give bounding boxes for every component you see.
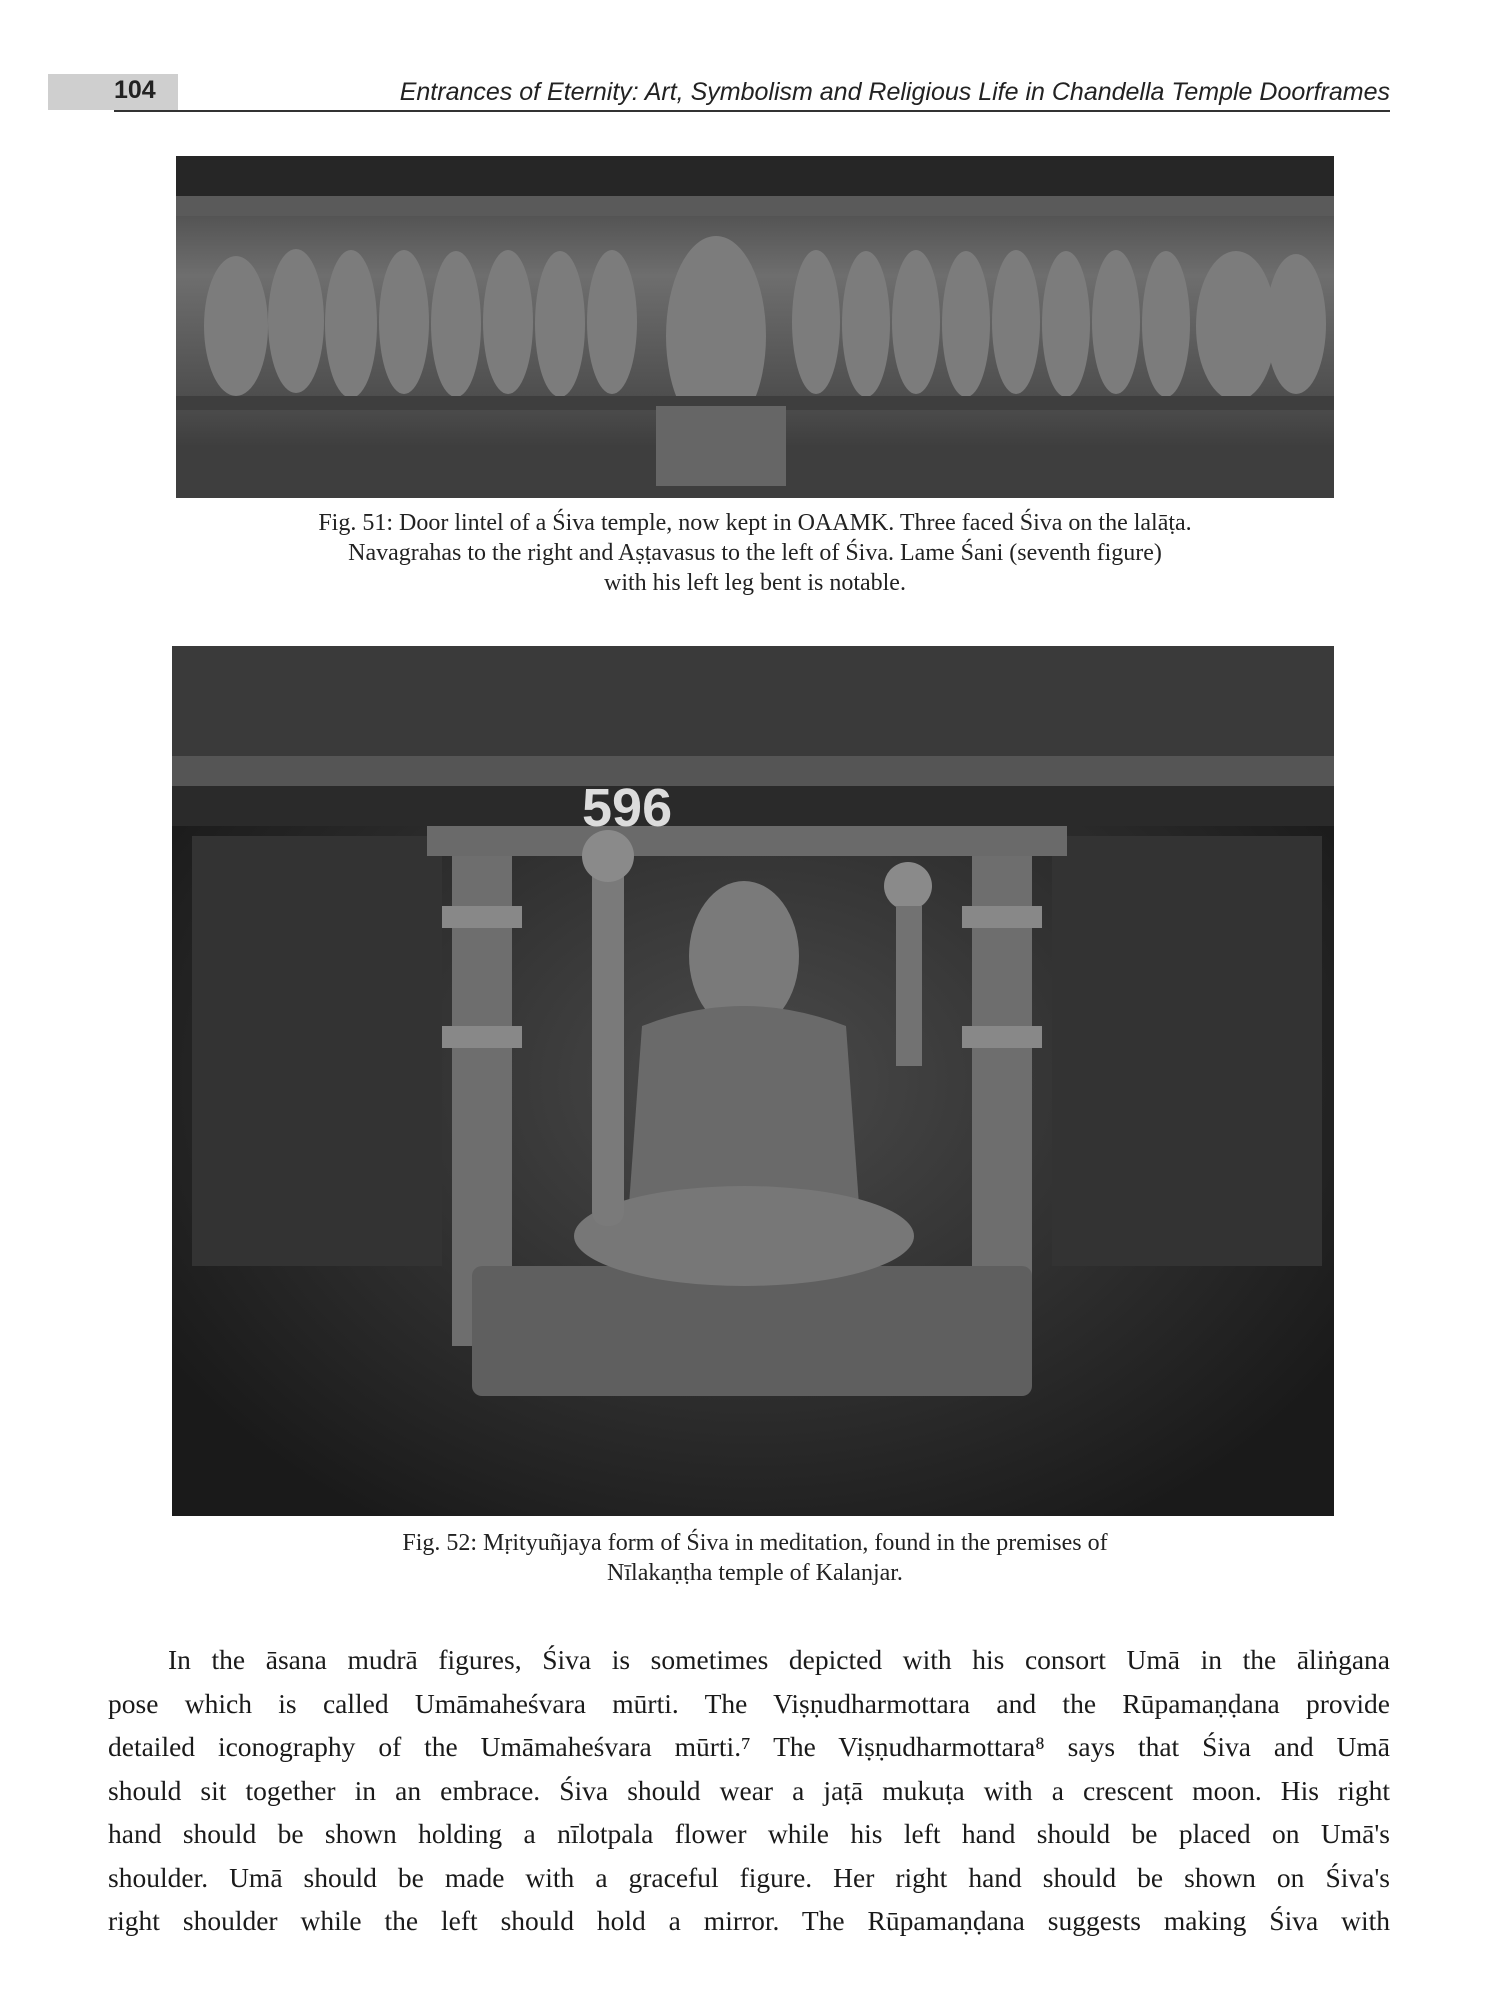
body-line: shoulder. Umā should be made with a graceful figure. Her right hand should be shown on Śiva's bbox=[108, 1861, 1390, 1893]
running-title: Entrances of Eternity: Art, Symbolism and Religious Life in Chandella Temple Doorframes bbox=[399, 78, 1390, 106]
page-number: 104 bbox=[114, 76, 156, 104]
figure-51-photo bbox=[176, 156, 1334, 498]
caption-line: Fig. 51: Door lintel of a Śiva temple, now kept in OAAMK. Three faced Śiva on the lalāṭa. bbox=[318, 510, 1192, 536]
figure-51-caption bbox=[176, 508, 1334, 598]
caption-line: Navagrahas to the right and Aṣṭavasus to the left of Śiva. Lame Śani (seventh figure) bbox=[348, 540, 1162, 566]
caption-line: Fig. 52: Mṛityuñjaya form of Śiva in meditation, found in the premises of bbox=[402, 1530, 1108, 1556]
body-line: hand should be shown holding a nīlotpala flower while his left hand should be placed on Umā's bbox=[108, 1818, 1390, 1849]
body-line: pose which is called Umāmaheśvara mūrti. The Viṣṇudharmottara and the Rūpamaṇḍana provide bbox=[108, 1687, 1390, 1719]
body-paragraph bbox=[108, 1638, 1390, 1943]
caption-line: Nīlakaṇṭha temple of Kalanjar. bbox=[607, 1560, 903, 1586]
page-header bbox=[48, 70, 1390, 112]
caption-line: with his left leg bent is notable. bbox=[604, 570, 906, 596]
page-number-box bbox=[48, 74, 178, 110]
figure-52-photo bbox=[172, 646, 1334, 1516]
figure-52-painted-number: 596 bbox=[582, 778, 673, 838]
body-line: detailed iconography of the Umāmaheśvara mūrti.⁷ The Viṣṇudharmottara⁸ says that Śiva and Umā bbox=[108, 1731, 1390, 1762]
body-line: In the āsana mudrā figures, Śiva is sometimes depicted with his consort Umā in the āliṅgana bbox=[168, 1644, 1390, 1675]
body-line: should sit together in an embrace. Śiva should wear a jaṭā mukuṭa with a crescent moon. His right bbox=[108, 1774, 1390, 1806]
header-rule bbox=[114, 110, 1390, 112]
figure-52-caption bbox=[176, 1528, 1334, 1588]
body-line: right shoulder while the left should hold a mirror. The Rūpamaṇḍana suggests making Śiva with bbox=[108, 1905, 1390, 1936]
